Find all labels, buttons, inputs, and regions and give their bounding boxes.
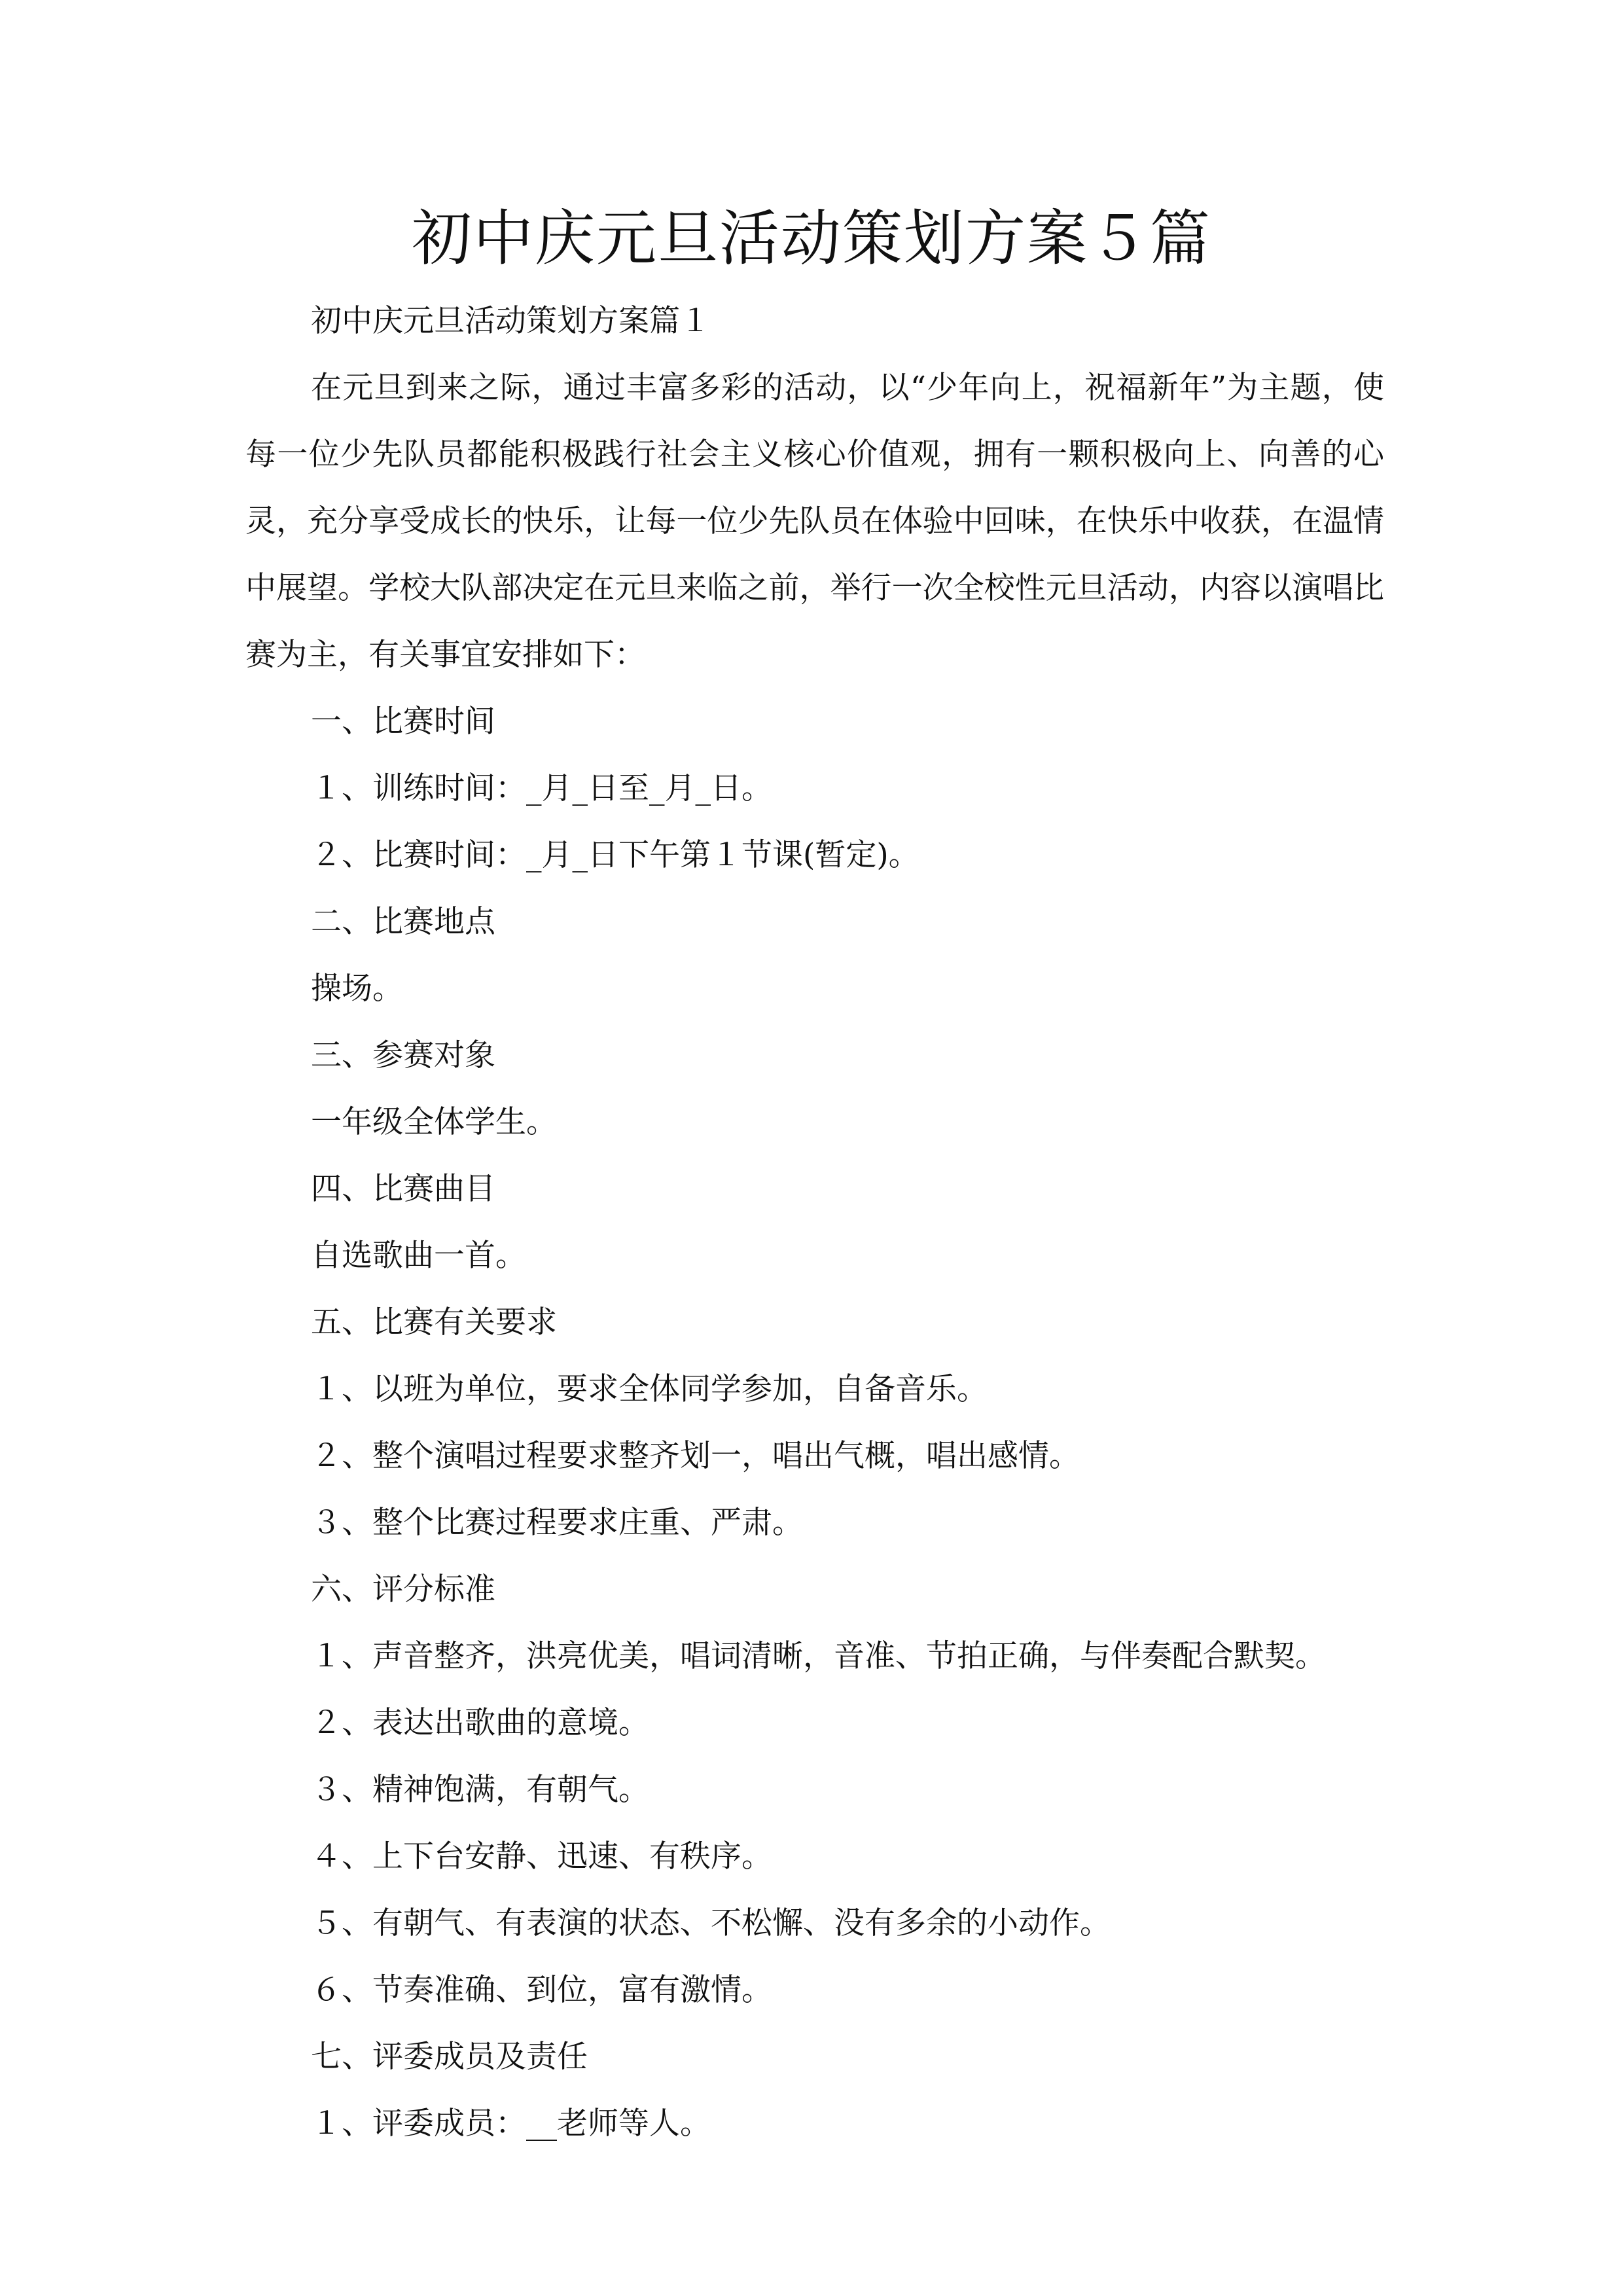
document-subtitle: 初中庆元旦活动策划方案篇１ <box>311 303 711 339</box>
section-item: １、训练时间：_月_日至_月_日。 <box>311 770 772 806</box>
section-item: １、声音整齐，洪亮优美，唱词清晰，音准、节拍正确，与伴奏配合默契。 <box>311 1638 1326 1674</box>
section-item: ５、有朝气、有表演的状态、不松懈、没有多余的小动作。 <box>311 1905 1111 1941</box>
document-body <box>245 288 1384 2157</box>
section-heading-requirements: 五、比赛有关要求 <box>311 1304 557 1340</box>
section-item: ３、精神饱满，有朝气。 <box>311 1772 649 1808</box>
section-item: 一年级全体学生。 <box>311 1104 557 1140</box>
section-item: ４、上下台安静、迅速、有秩序。 <box>311 1839 772 1874</box>
section-item: 自选歌曲一首。 <box>311 1238 526 1274</box>
section-item: 操场。 <box>311 971 403 1007</box>
section-heading-scoring: 六、评分标准 <box>311 1571 495 1607</box>
intro-paragraph: 在元旦到来之际，通过丰富多彩的活动，以“少年向上，祝福新年”为主题，使每一位少先队员都能积极践行社会主义核心价值观，拥有一颗积极向上、向善的心灵，充分享受成长的快乐，让每一位少先队员在体验中回味，在快乐中收获，在温情中展望。学校大队部决定在元旦来临之前，举行一次全校性元旦活动，内容以演唱比赛为主，有关事宜安排如下： <box>245 370 1384 673</box>
section-heading-time: 一、比赛时间 <box>311 704 495 740</box>
section-item: ６、节奏准确、到位，富有激情。 <box>311 1972 772 2008</box>
section-item: ２、整个演唱过程要求整齐划一，唱出气概，唱出感情。 <box>311 1438 1080 1474</box>
document-title: 初中庆元旦活动策划方案５篇 <box>411 204 1211 274</box>
section-heading-judges: 七、评委成员及责任 <box>311 2039 588 2075</box>
section-heading-participants: 三、参赛对象 <box>311 1037 495 1073</box>
section-item: １、以班为单位，要求全体同学参加，自备音乐。 <box>311 1371 988 1407</box>
section-heading-songs: 四、比赛曲目 <box>311 1171 495 1207</box>
section-item: ２、表达出歌曲的意境。 <box>311 1705 649 1741</box>
section-item: １、评委成员：__老师等人。 <box>311 2106 711 2142</box>
section-item: ２、比赛时间：_月_日下午第１节课(暂定)。 <box>311 837 919 873</box>
section-heading-venue: 二、比赛地点 <box>311 904 495 940</box>
section-item: ３、整个比赛过程要求庄重、严肃。 <box>311 1505 803 1541</box>
